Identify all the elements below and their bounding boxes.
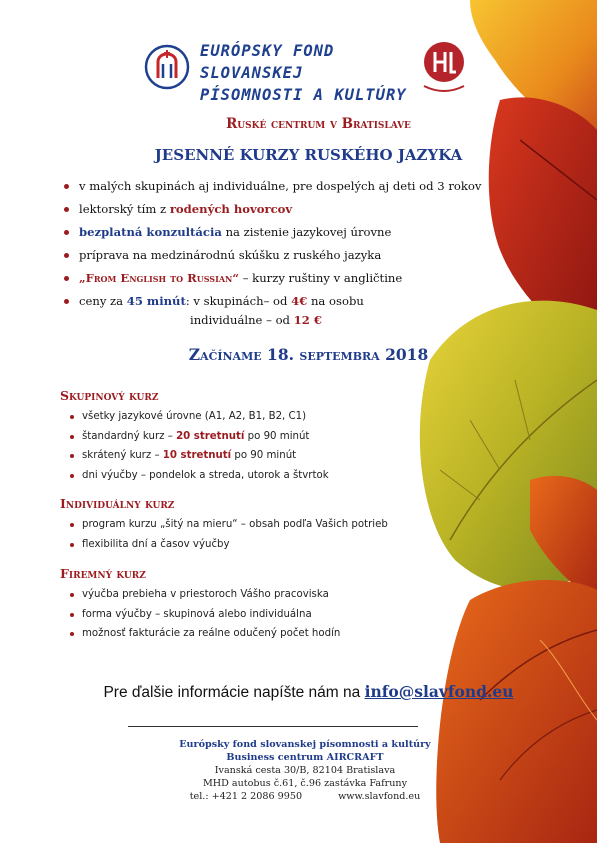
bullet-icon <box>70 593 74 597</box>
bullet-icon <box>70 435 74 439</box>
list-item: „From English to Russian“ – kurzy ruštiny v angličtine <box>64 270 504 293</box>
foundation-logo-text <box>200 40 430 106</box>
list-item: štandardný kurz – 20 stretnutí po 90 minút <box>70 430 490 450</box>
corporate-course-list <box>70 588 490 647</box>
list-item: lektorský tím z rodených hovorcov <box>64 201 504 224</box>
footer-address: Ivanská cesta 30/B, 82104 Bratislava <box>214 765 396 776</box>
start-date-title: Začíname 18. septembra 2018 <box>188 345 429 364</box>
main-features-list <box>64 178 504 316</box>
bullet-icon <box>70 415 74 419</box>
russkiy-mir-fund-logo-icon <box>418 38 470 98</box>
bullet-icon <box>64 299 69 304</box>
bullet-icon <box>70 613 74 617</box>
list-item: skrátený kurz – 10 stretnutí po 90 minút <box>70 449 490 469</box>
list-item: v malých skupinách aj individuálne, pre dospelých aj deti od 3 rokov <box>64 178 504 201</box>
corporate-course-title: Firemný kurz <box>60 566 146 581</box>
email-link[interactable]: info@slavfond.eu <box>364 682 514 701</box>
footer-business-centre: Business centrum AIRCRAFT <box>226 752 384 763</box>
courses-title: JESENNÉ KURZY RUSKÉHO JAZYKA <box>154 146 463 164</box>
list-item: ceny za 45 minút: v skupinách– od 4€ na osobu <box>64 293 504 316</box>
list-item: bezplatná konzultácia na zistenie jazykovej úrovne <box>64 224 504 247</box>
bullet-icon <box>64 207 69 212</box>
footer-contact-block <box>150 738 460 803</box>
bullet-icon <box>70 474 74 478</box>
bullet-icon <box>70 543 74 547</box>
slavfond-emblem-icon <box>144 44 190 90</box>
list-item: dni výučby – pondelok a streda, utorok a štvrtok <box>70 469 490 489</box>
list-item: možnosť fakturácie za reálne odučený počet hodín <box>70 627 490 647</box>
bullet-icon <box>64 253 69 258</box>
footer-web-link[interactable]: www.slavfond.eu <box>338 791 421 802</box>
footer-phone-web-row <box>150 790 460 803</box>
price-individual-line: individuálne – od 12 € <box>190 313 322 327</box>
list-item: program kurzu „šitý na mieru“ – obsah podľa Vašich potrieb <box>70 518 490 538</box>
logo-line-2: PÍSOMNOSTI A KULTÚRY <box>200 86 407 104</box>
footer-phone: tel.: +421 2 2086 9950 <box>189 791 303 802</box>
center-title: Ruské centrum v Bratislave <box>226 116 411 132</box>
list-item: všetky jazykové úrovne (A1, A2, B1, B2, C1) <box>70 410 490 430</box>
group-course-list <box>70 410 490 488</box>
bullet-icon <box>64 184 69 189</box>
bullet-icon <box>70 454 74 458</box>
individual-course-list <box>70 518 490 557</box>
bullet-icon <box>70 523 74 527</box>
list-item: výučba prebieha v priestoroch Vášho pracoviska <box>70 588 490 608</box>
footer-bus: MHD autobus č.61, č.96 zastávka Fafruny <box>202 778 408 789</box>
footer-divider <box>128 726 418 727</box>
bullet-icon <box>64 230 69 235</box>
contact-line: Pre ďalšie informácie napíšte nám na info@slavfond.eu <box>103 682 514 701</box>
group-course-title: Skupinový kurz <box>60 388 159 403</box>
list-item: príprava na medzinárodnú skúšku z ruského jazyka <box>64 247 504 270</box>
list-item: forma výučby – skupinová alebo individuálna <box>70 608 490 628</box>
bullet-icon <box>64 276 69 281</box>
logo-line-1: EURÓPSKY FOND SLOVANSKEJ <box>200 42 335 82</box>
individual-course-title: Individuálny kurz <box>60 496 175 511</box>
footer-org-name: Európsky fond slovanskej písomnosti a kultúry <box>179 739 431 750</box>
list-item: flexibilita dní a časov výučby <box>70 538 490 558</box>
bullet-icon <box>70 632 74 636</box>
